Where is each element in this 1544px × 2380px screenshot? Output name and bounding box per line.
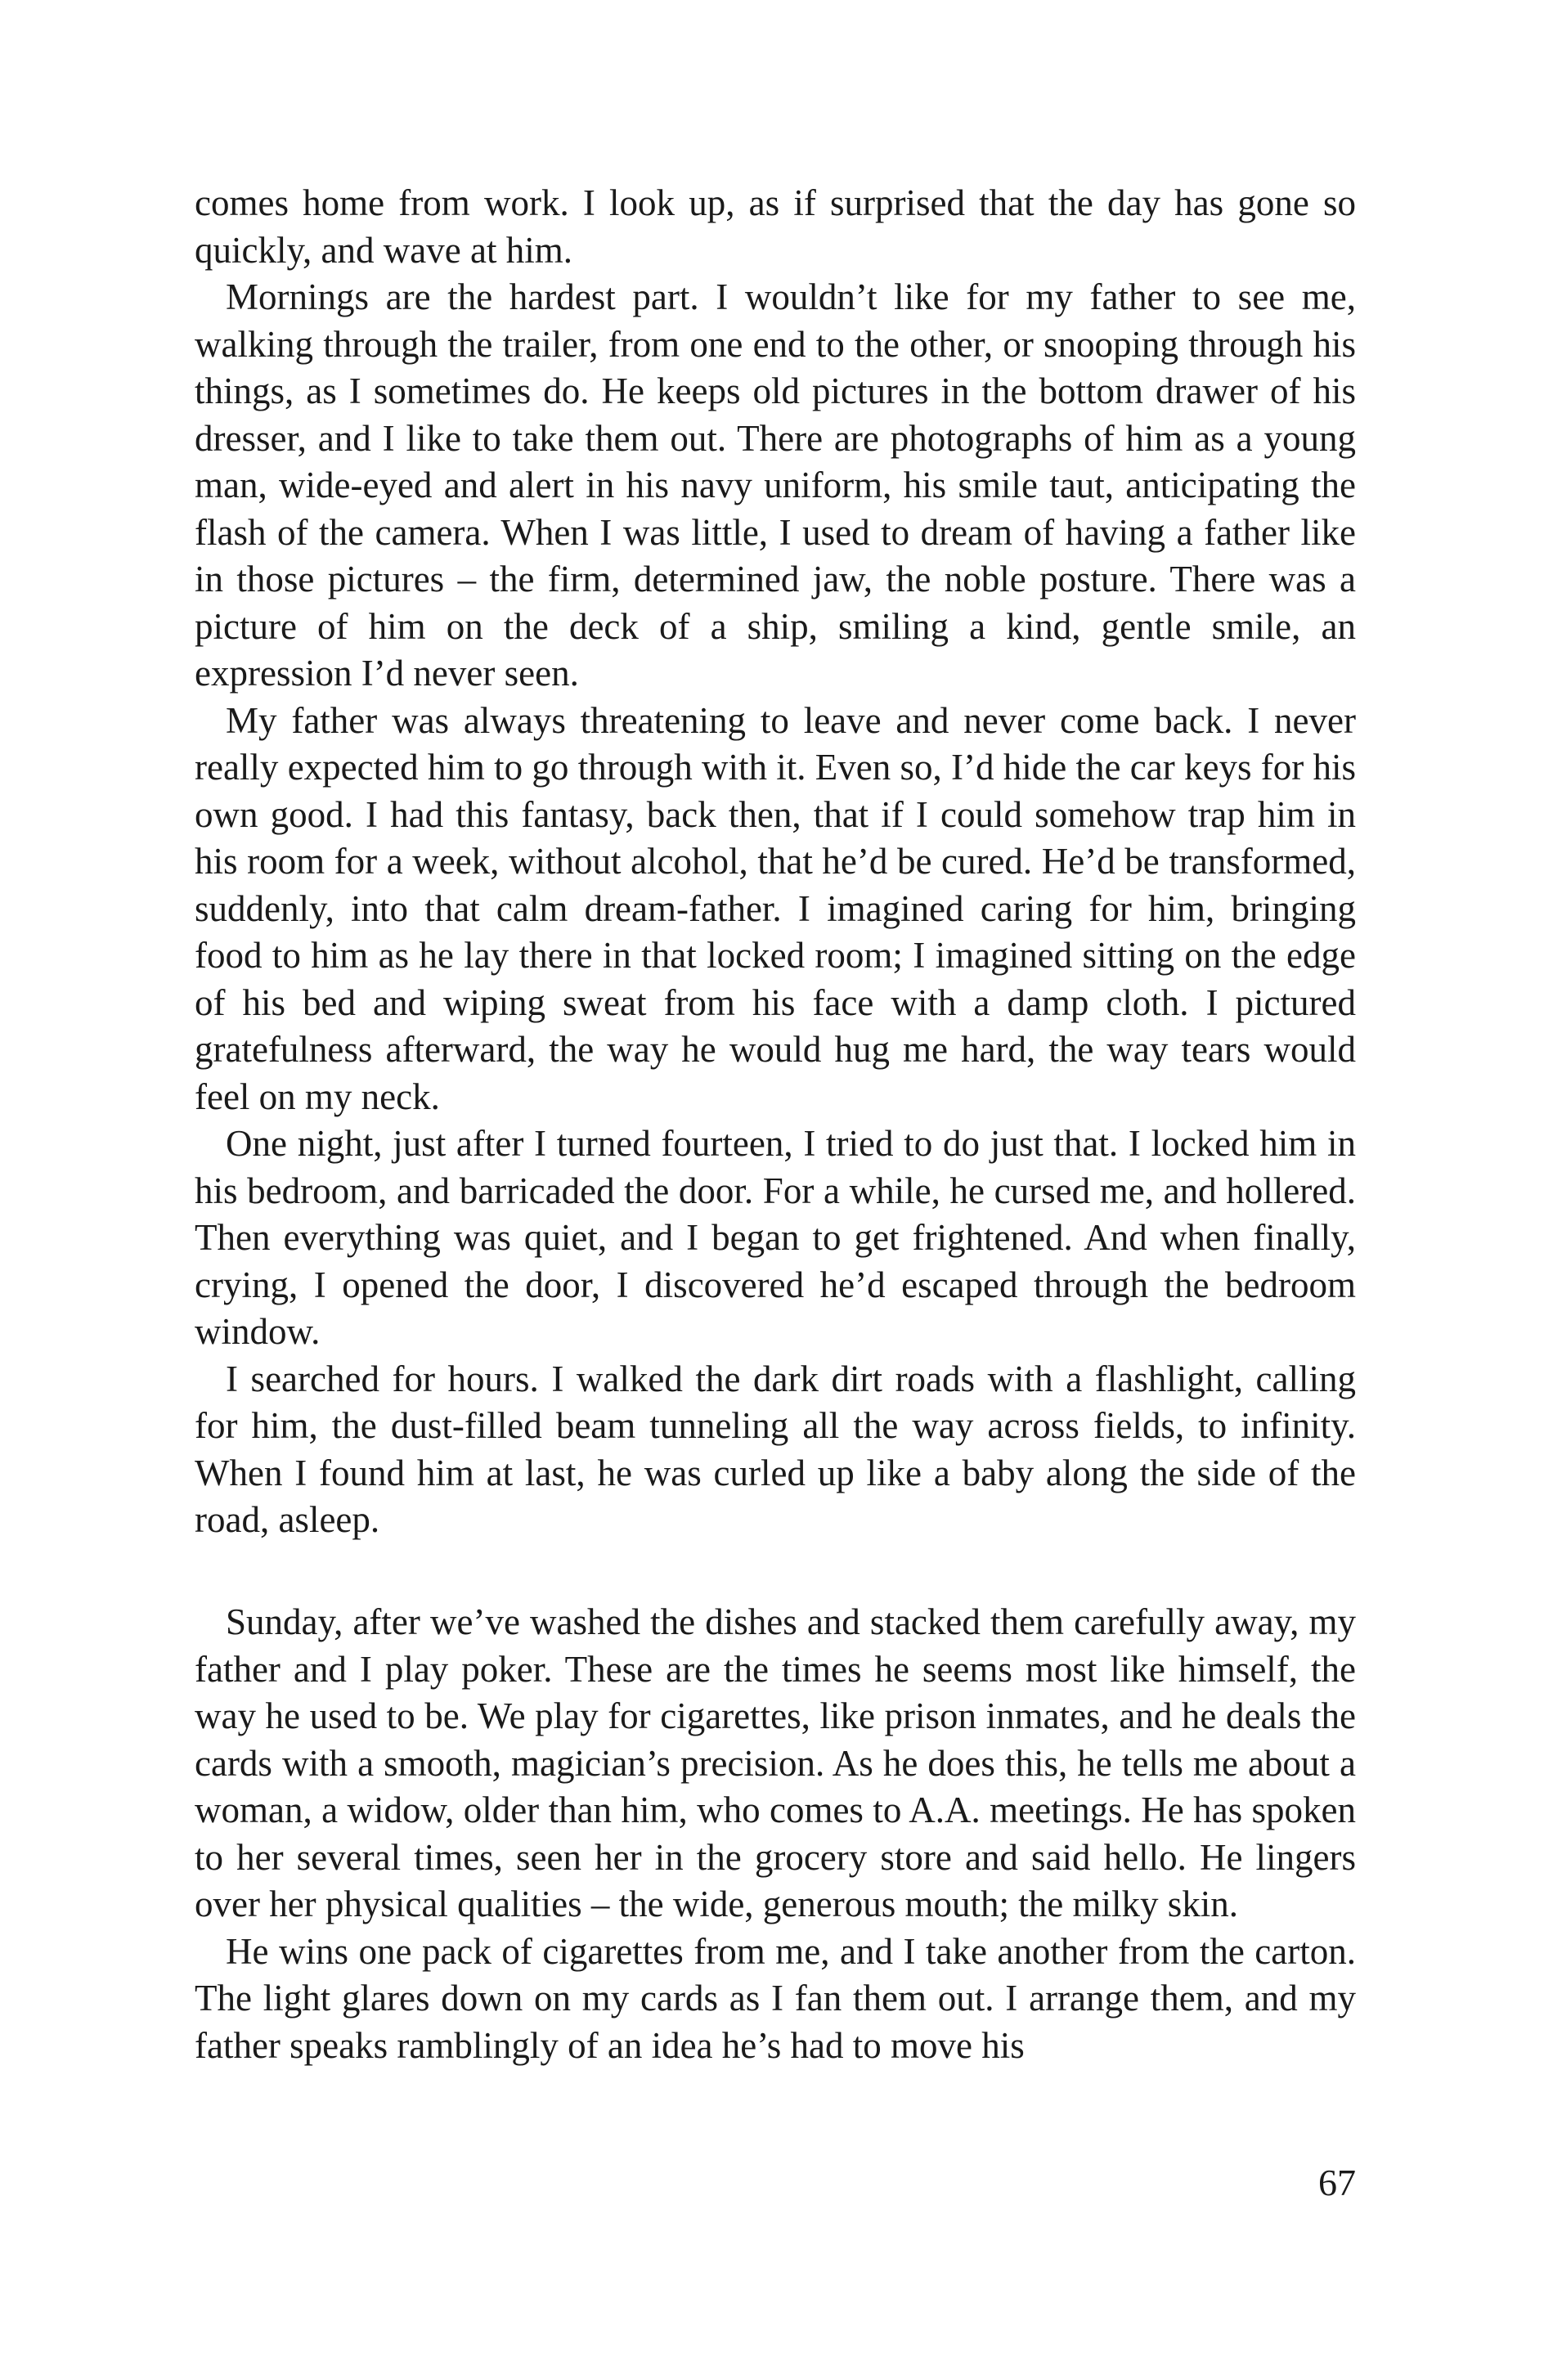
text-section-2 bbox=[195, 1599, 1356, 2069]
paragraph-mornings: Mornings are the hardest part. I wouldn’t like for my father to see me, walking through the trailer, from one end to the other, or snooping through his things, as I sometimes do. He keeps old pictures in the bottom drawer of his dresser, and I like to take them out. There are photographs of him as a young man, wide-eyed and alert in his navy uniform, his smile taut, anticipating the flash of the camera. When I was little, I used to dream of having a father like in those pictures – the firm, determined jaw, the noble posture. There was a picture of him on the deck of a ship, smiling a kind, gentle smile, an expression I’d never seen. bbox=[195, 276, 1356, 694]
paragraph-one-night: One night, just after I turned fourteen, I tried to do just that. I locked him in his bedroom, and barricaded the door. For a while, he cursed me, and hollered. Then everything was quiet, and I began to get frightened. And when finally, crying, I opened the door, I discovered he’d escaped through the bedroom window. bbox=[195, 1123, 1356, 1352]
page-number: 67 bbox=[1318, 2162, 1356, 2203]
paragraph-wins: He wins one pack of cigarettes from me, and I take another from the carton. The light glares down on my cards as I fan them out. I arrange them, and my father speaks ramblingly of an idea he’s had to move his bbox=[195, 1930, 1356, 2066]
text-section-1 bbox=[195, 180, 1356, 1544]
paragraph-threatening: My father was always threatening to leave and never come back. I never really expected him to go through with it. Even so, I’d hide the car keys for his own good. I had this fantasy, back then, that if I could somehow trap him in his room for a week, without alcohol, that he’d be cured. He’d be transformed, suddenly, into that calm dream-father. I imagined caring for him, bringing food to him as he lay there in that locked room; I imagined sitting on the edge of his bed and wiping sweat from his face with a damp cloth. I pictured gratefulness afterward, the way he would hug me hard, the way tears would feel on my neck. bbox=[195, 699, 1356, 1117]
paragraph-searched: I searched for hours. I walked the dark dirt roads with a flashlight, calling for him, the dust-filled beam tunneling all the way across fields, to infinity. When I found him at last, he was curled up like a baby along the side of the road, asleep. bbox=[195, 1358, 1356, 1540]
paragraph-continuation: comes home from work. I look up, as if surprised that the day has gone so quickly, and wave at him. bbox=[195, 182, 1356, 271]
paragraph-sunday: Sunday, after we’ve washed the dishes and stacked them carefully away, my father and I play poker. These are the times he seems most like himself, the way he used to be. We play for cigarettes, like prison inmates, and he deals the cards with a smooth, magician’s precision. As he does this, he tells me about a woman, a widow, older than him, who comes to A.A. meetings. He has spoken to her several times, seen her in the grocery store and said hello. He lingers over her physical qualities – the wide, generous mouth; the milky skin. bbox=[195, 1601, 1356, 1924]
